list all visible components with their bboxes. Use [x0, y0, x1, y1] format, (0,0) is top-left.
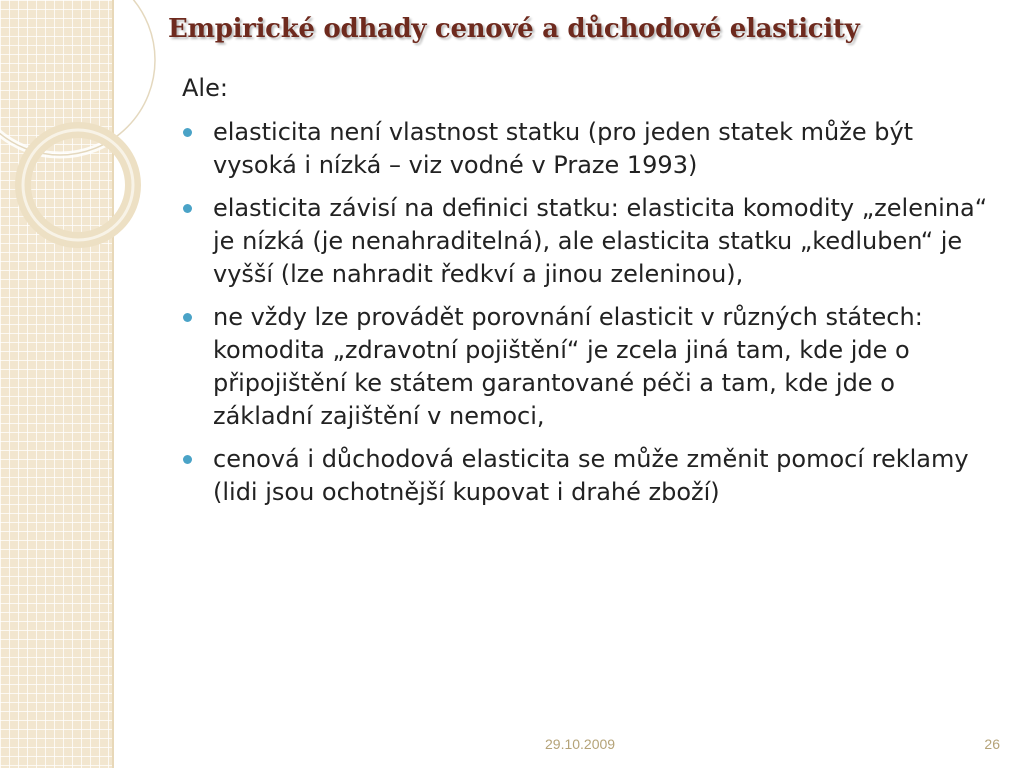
bullet-text: elasticita závisí na definici statku: elasticita komodity „zelenina“ je nízká (je nenahraditelná), ale elasticita statku „kedluben“ je vyšší (lze nahradit ředkví a jinou zeleninou), — [213, 194, 988, 288]
slide-title: Empirické odhady cenové a důchodové elasticity — [168, 14, 860, 44]
page-number: 26 — [984, 736, 1000, 752]
bullet-item — [180, 301, 993, 433]
bullet-item — [180, 192, 993, 291]
bullet-text: elasticita není vlastnost statku (pro jeden statek může být vysoká i nízká – viz vodné v Praze 1993) — [213, 118, 914, 179]
bullet-list — [180, 116, 1000, 509]
bullet-item — [180, 443, 993, 509]
bullet-dot-icon — [183, 313, 192, 322]
footer-date: 29.10.2009 — [545, 736, 616, 752]
bullet-dot-icon — [183, 204, 192, 213]
bullet-text: cenová i důchodová elasticita se může změnit pomocí reklamy (lidi jsou ochotnější kupovat i drahé zboží) — [213, 445, 969, 506]
bullet-dot-icon — [183, 128, 192, 137]
bullet-dot-icon — [183, 455, 192, 464]
bullet-text: ne vždy lze provádět porovnání elasticit v různých státech: komodita „zdravotní pojištění“ je zcela jiná tam, kde jde o připojištění ke státem garantované péči a tam, kde jde o základní zajištění v nemoci, — [213, 303, 923, 430]
bullet-item — [180, 116, 993, 182]
slide-content — [180, 72, 1000, 519]
side-strip-border — [112, 0, 114, 768]
side-strip — [0, 0, 113, 768]
intro-text: Ale: — [182, 74, 228, 102]
